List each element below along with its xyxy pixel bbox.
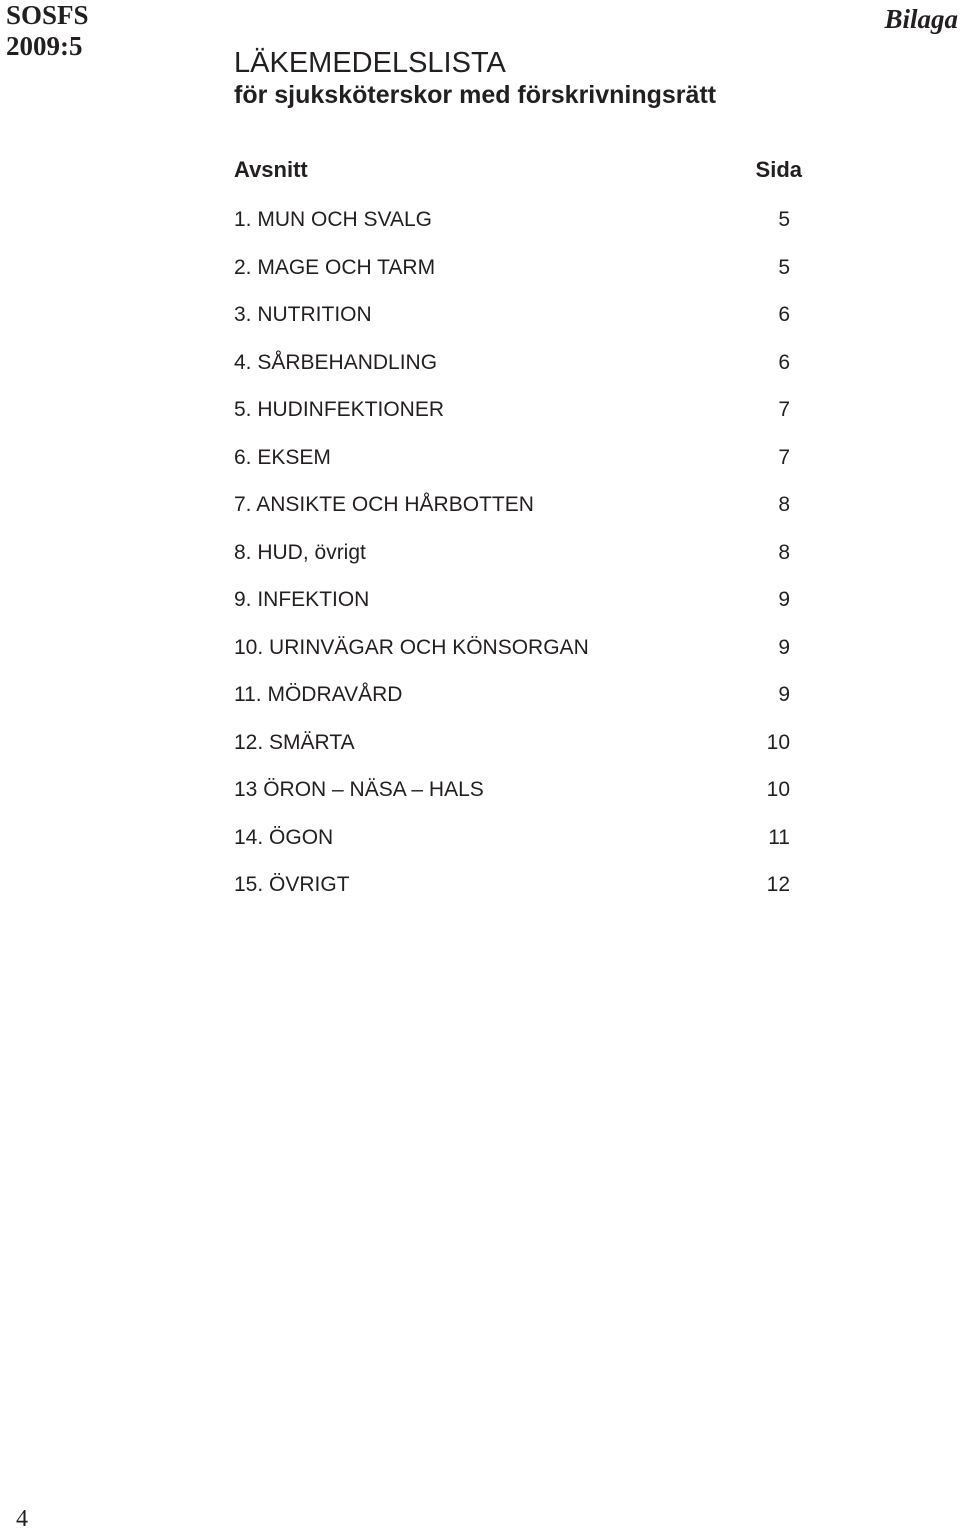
toc-entry: [234, 442, 790, 490]
title-block: [234, 46, 716, 110]
toc-entry-page: 6: [778, 303, 790, 326]
toc-entry-label: 15. ÖVRIGT: [234, 873, 350, 896]
page-subtitle: för sjuksköterskor med förskrivningsrätt: [234, 81, 717, 109]
toc-entry-label: 14. ÖGON: [234, 825, 334, 849]
toc-section-header: Avsnitt: [234, 157, 308, 182]
toc-entry-page: 9: [778, 588, 790, 611]
series-name: SOSFS: [6, 0, 89, 30]
series-number: 2009:5: [6, 31, 83, 61]
toc-entry-page: 8: [778, 540, 790, 564]
document-series: [6, 0, 89, 62]
toc-entry: [234, 299, 790, 347]
toc-entry-label: 11. MÖDRAVÅRD: [234, 683, 403, 706]
page-number: 4: [16, 1506, 28, 1532]
toc-entry-page: 7: [778, 445, 790, 469]
toc-entry-label: 13 ÖRON – NÄSA – HALS: [234, 778, 484, 801]
toc-entry-label: 2. MAGE OCH TARM: [234, 255, 436, 279]
toc-entry: [234, 489, 790, 537]
toc-entry-label: 6. EKSEM: [234, 445, 331, 469]
toc-entry-page: 9: [778, 683, 790, 706]
toc-entry-page: 10: [766, 778, 790, 801]
toc-entry: [234, 727, 790, 775]
toc-entry-label: 7. ANSIKTE OCH HÅRBOTTEN: [234, 493, 534, 516]
toc-entry-page: 6: [778, 350, 790, 374]
toc-page-header: Sida: [755, 157, 802, 182]
appendix-label: Bilaga: [884, 4, 958, 34]
toc-entry-page: 5: [778, 255, 790, 279]
toc-entry-page: 10: [766, 730, 790, 754]
table-of-contents: [234, 204, 790, 917]
toc-entry: [234, 584, 790, 632]
toc-entry-page: 8: [778, 493, 790, 516]
toc-entry: [234, 632, 790, 680]
toc-entry-label: 4. SÅRBEHANDLING: [234, 350, 438, 374]
toc-entry: [234, 679, 790, 727]
toc-entry-label: 12. SMÄRTA: [234, 730, 355, 754]
toc-entry: [234, 537, 790, 585]
toc-entry: [234, 204, 790, 252]
toc-header: [234, 157, 802, 187]
toc-entry-page: 5: [778, 208, 790, 231]
toc-entry-label: 3. NUTRITION: [234, 303, 372, 326]
toc-entry-page: 7: [778, 398, 790, 421]
toc-entry-label: 5. HUDINFEKTIONER: [234, 398, 445, 421]
toc-entry-page: 12: [766, 873, 790, 896]
toc-entry-label: 10. URINVÄGAR OCH KÖNSORGAN: [234, 635, 589, 659]
toc-entry: [234, 347, 790, 395]
toc-entry-label: 8. HUD, övrigt: [234, 540, 366, 564]
toc-entry: [234, 774, 790, 822]
toc-entry-page: 9: [778, 635, 790, 659]
toc-entry-label: 9. INFEKTION: [234, 588, 370, 611]
toc-entry: [234, 394, 790, 442]
page-title: LÄKEMEDELSLISTA: [234, 47, 506, 79]
toc-entry: [234, 252, 790, 300]
toc-entry-page: 11: [768, 825, 790, 849]
toc-entry-label: 1. MUN OCH SVALG: [234, 208, 432, 231]
toc-entry: [234, 822, 790, 870]
toc-entry: [234, 869, 790, 917]
